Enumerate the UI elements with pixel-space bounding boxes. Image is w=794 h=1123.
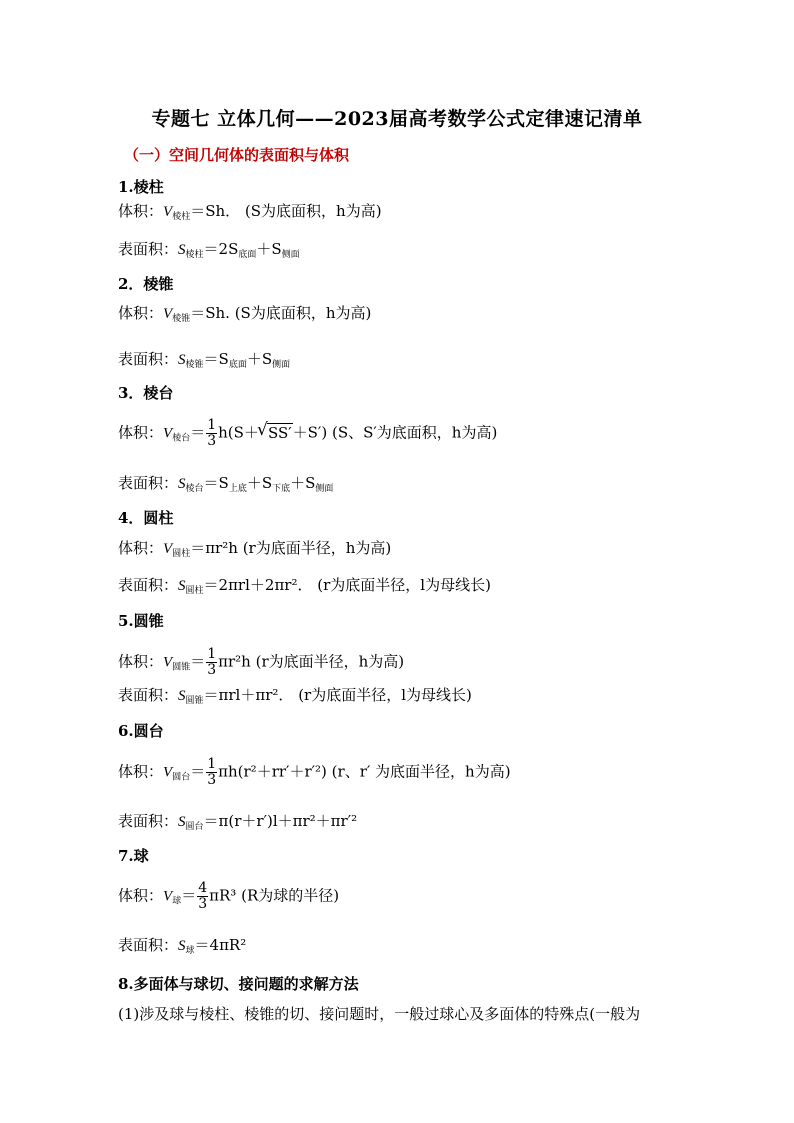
note: (r为底面半径，l为母线长): [317, 576, 491, 594]
heading-sphere: 7.球: [118, 847, 149, 865]
prism-surface: 表面积：$S_{棱柱}=2S_{底面}+S_{侧面}$: [118, 240, 300, 260]
label: 表面积：: [118, 936, 179, 954]
sub: 侧面: [315, 484, 334, 494]
note: (r、r′ 为底面半径，h为高): [331, 762, 511, 781]
formula: ＝2S: [203, 240, 239, 258]
formula: ＋S: [256, 240, 282, 258]
formula: πR³: [209, 886, 237, 905]
sphere-surface: 表面积：$S_球=4\pi R^2$: [118, 936, 247, 956]
formula: ＝π(r＋r′)l＋πr²＋πr′²: [203, 812, 358, 830]
cone-volume: 体积：$V_{圆锥}=$ $\frac{1}{3}$ πr²h (r为底面半径，h为高): [118, 646, 405, 678]
fraction: $\frac{1}{3}$: [207, 646, 217, 678]
sub: 棱锥: [172, 314, 191, 324]
frustum-cone-volume: 体积：$V_{圆台}=$ $\frac{1}{3}$ πh(r²＋rr′＋r′²) (r、r′ 为底面半径，h为高): [118, 756, 511, 788]
pyramid-volume: 体积：$V_{棱锥}=Sh$. (S为底面积，h为高): [118, 304, 372, 324]
note: (S、S′为底面积，h为高): [331, 423, 498, 442]
sub: 棱台: [172, 433, 191, 444]
heading-cylinder: 4．圆柱: [118, 509, 174, 527]
sub: 棱台: [185, 484, 204, 494]
label: 体积：: [118, 539, 164, 557]
note: (r为底面半径，h为高): [255, 652, 405, 671]
formula: πr²h: [218, 652, 251, 671]
formula: ＝Sh．: [190, 202, 241, 220]
formula: πh(r²＋rr′＋r′²): [218, 762, 327, 781]
sub: 棱锥: [185, 360, 204, 370]
formula: ＝Sh.: [190, 304, 230, 322]
note: (R为球的半径): [241, 886, 340, 905]
sub: 圆台: [172, 772, 191, 783]
sub: 圆柱: [172, 549, 191, 559]
heading-prism: 1.棱柱: [118, 178, 164, 196]
label: 体积：: [118, 304, 164, 322]
sub: 底面: [228, 360, 247, 370]
heading-pyramid: 2．棱锥: [118, 275, 174, 293]
sub: 圆锥: [172, 662, 191, 673]
label: 表面积：: [118, 576, 179, 594]
note: (r为底面半径，h为高): [242, 539, 392, 557]
sub: 圆台: [185, 822, 204, 832]
heading-frustum-pyramid: 3．棱台: [118, 384, 174, 402]
cone-surface: 表面积：$S_{圆锥}=\pi rl+\pi r^2$． (r为底面半径，l为母线长): [118, 686, 472, 706]
label: 表面积：: [118, 474, 179, 492]
sub: 棱柱: [172, 212, 191, 222]
label: 表面积：: [118, 240, 179, 258]
heading-inscribed-sphere: 8.多面体与球切、接问题的求解方法: [118, 975, 359, 993]
sub: 棱柱: [185, 250, 204, 260]
label: 体积：: [118, 202, 164, 220]
formula: ＝πrl＋πr²．: [203, 686, 294, 704]
fraction: $\frac{4}{3}$: [198, 880, 208, 912]
sub: 球: [185, 946, 195, 956]
label: 表面积：: [118, 812, 179, 830]
sub: 球: [172, 896, 182, 907]
page-title: 专题七 立体几何——2023届高考数学公式定律速记清单: [151, 108, 643, 130]
sub: 圆锥: [185, 696, 204, 706]
label: 体积：: [118, 652, 164, 671]
label: 体积：: [118, 762, 164, 781]
sqrt: √ SS′: [259, 422, 293, 444]
heading-cone: 5.圆锥: [118, 612, 164, 630]
section-heading: （一）空间几何体的表面积与体积: [124, 146, 350, 164]
formula: ＋S: [246, 350, 273, 368]
formula: ＋S: [290, 474, 316, 492]
sub: 上底: [228, 484, 247, 494]
frustum-cone-surface: 表面积：$S_{圆台}=\pi(r+r')l+\pi r^2+\pi r'^2$: [118, 812, 358, 832]
prism-volume: 体积：$V_{棱柱}=Sh$． (S为底面积，h为高): [118, 202, 382, 222]
label: 体积：: [118, 423, 164, 442]
label: 表面积：: [118, 350, 179, 368]
formula: ＝πr²h: [190, 539, 238, 557]
label: 表面积：: [118, 686, 179, 704]
formula: ＋S: [246, 474, 273, 492]
sub: 底面: [238, 250, 257, 260]
sphere-volume: 体积：$V_球=$ $\frac{4}{3}$ πR³ (R为球的半径): [118, 880, 340, 912]
fraction: $\frac{1}{3}$: [207, 417, 217, 449]
note: (r为底面半径，l为母线长): [298, 686, 472, 704]
formula: ＝S: [203, 350, 229, 368]
pyramid-surface: 表面积：$S_{棱锥}=S_{底面}+S_{侧面}$: [118, 350, 291, 370]
note: (S为底面积，h为高): [234, 304, 372, 322]
heading-frustum-cone: 6.圆台: [118, 722, 164, 740]
cylinder-volume: 体积：$V_{圆柱}=\pi r^2h$ (r为底面半径，h为高): [118, 539, 392, 559]
formula: ＝4πR²: [194, 936, 247, 954]
label: 体积：: [118, 886, 164, 905]
sub: 圆柱: [185, 586, 204, 596]
formula: ＝S: [203, 474, 229, 492]
formula: h(S＋: [218, 423, 259, 442]
formula: ＋S′): [292, 423, 328, 442]
note: (S为底面积，h为高): [244, 202, 382, 220]
fraction: $\frac{1}{3}$: [207, 756, 217, 788]
cylinder-surface: 表面积：$S_{圆柱}=2\pi rl+2\pi r^2$． (r为底面半径，l为母线长): [118, 576, 491, 596]
sub: 侧面: [281, 250, 300, 260]
frustum-pyramid-volume: 体积：$V_{棱台}=$ $\frac{1}{3}$ h(S＋√ SS′＋S′) (S、S′为底面积，h为高): [118, 418, 497, 450]
paragraph: (1)涉及球与棱柱、棱锥的切、接问题时，一般过球心及多面体的特殊点(一般为: [118, 1005, 641, 1023]
frustum-pyramid-surface: 表面积：$S_{棱台}=S_{上底}+S_{下底}+S_{侧面}$: [118, 474, 334, 494]
sub: 侧面: [272, 360, 291, 370]
formula: ＝2πrl＋2πr²．: [203, 576, 313, 594]
sub: 下底: [272, 484, 291, 494]
